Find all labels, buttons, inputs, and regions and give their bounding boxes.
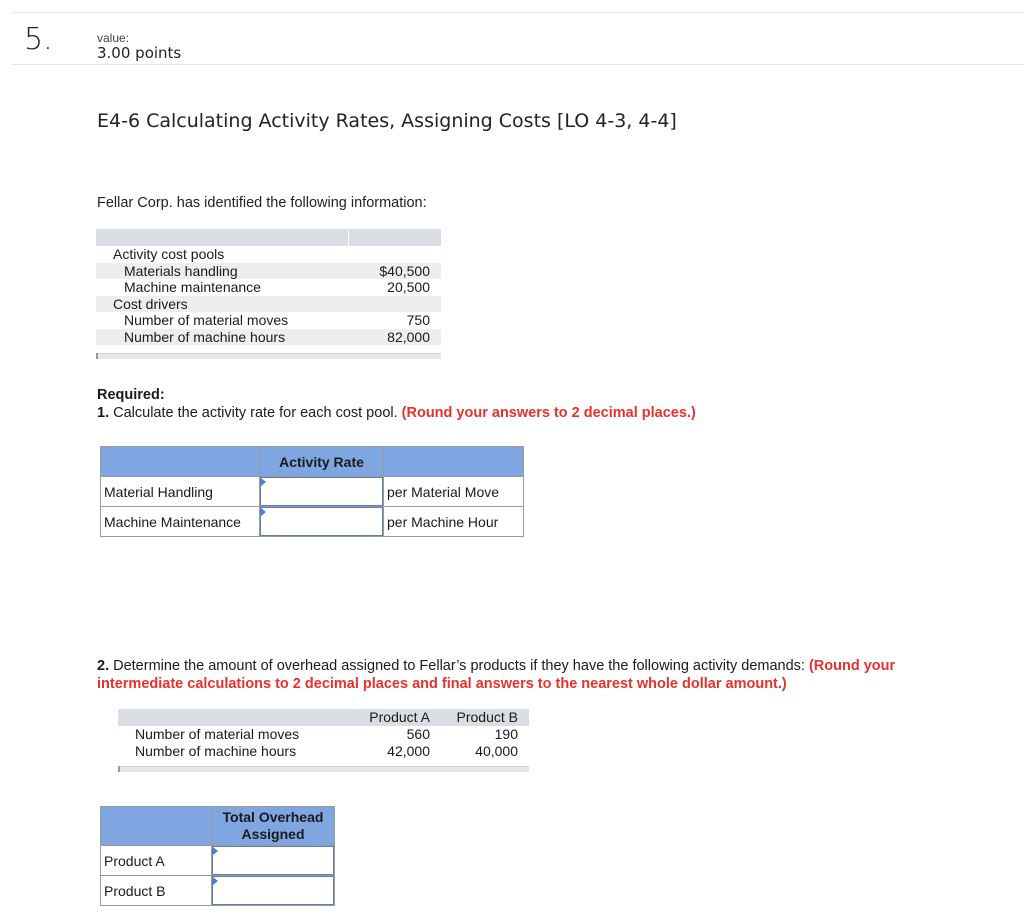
overhead-header-blank — [101, 807, 212, 846]
activity-rate-header-row — [101, 447, 524, 477]
product-a-overhead-input[interactable] — [212, 846, 334, 875]
table-row — [118, 743, 529, 760]
part1-text: Calculate the activity rate for each cost pool. — [109, 405, 402, 421]
intro-text: Fellar Corp. has identified the following information: — [97, 195, 427, 211]
header-unit-cell — [384, 447, 524, 477]
demand-table-header — [118, 709, 529, 726]
table-row — [101, 507, 524, 537]
product-a-header: Product A — [369, 709, 430, 725]
part2-note: (Round your intermediate calculations to 2 decimal places and final answers to the nearest whole dollar amount.) — [97, 658, 896, 692]
demand-material-moves-a: 560 — [406, 726, 430, 742]
demand-table — [118, 709, 529, 775]
product-b-header: Product B — [456, 709, 518, 725]
demand-material-moves-b: 190 — [494, 726, 518, 742]
info-row-machine-maintenance — [96, 279, 441, 296]
problem-title: E4-6 Calculating Activity Rates, Assigning Costs [LO 4-3, 4-4] — [97, 110, 677, 132]
demand-table-footer — [118, 766, 529, 772]
info-row-drivers-heading — [96, 296, 441, 313]
machine-maintenance-label: Machine Maintenance — [101, 507, 260, 537]
overhead-table — [100, 806, 335, 906]
header-divider — [12, 64, 1024, 65]
table-row — [101, 876, 335, 906]
part2-text: Determine the amount of overhead assigned to Fellar’s products if they have the following activity demands: — [109, 658, 809, 674]
part1-instruction — [97, 405, 696, 421]
machine-maintenance-rate-input[interactable] — [260, 507, 383, 536]
activity-rate-header: Activity Rate — [260, 447, 384, 477]
table-row — [118, 726, 529, 743]
required-heading: Required: — [97, 387, 165, 403]
machine-maintenance-label: Machine maintenance — [124, 279, 261, 295]
product-b-overhead-input[interactable] — [212, 876, 334, 905]
demand-machine-hours-label: Number of machine hours — [135, 742, 297, 759]
info-row-machine-hours — [96, 329, 441, 346]
materials-handling-value: $40,500 — [379, 262, 430, 279]
header-blank-cell — [101, 447, 260, 477]
product-a-overhead-cell — [212, 846, 335, 876]
overhead-header — [212, 807, 335, 846]
materials-handling-label: Materials handling — [124, 262, 238, 279]
overhead-header-row — [101, 807, 335, 846]
info-row-materials-handling — [96, 263, 441, 280]
table-row — [101, 477, 524, 507]
material-moves-label: Number of material moves — [124, 312, 289, 328]
info-table-header — [96, 229, 441, 246]
overhead-header-line2: Assigned — [241, 826, 305, 842]
product-b-label: Product B — [101, 876, 212, 906]
value-points: 3.00 points — [97, 44, 182, 62]
question-number: 5. — [24, 22, 53, 57]
machine-maintenance-value: 20,500 — [387, 279, 430, 295]
material-handling-unit: per Material Move — [384, 477, 524, 507]
part2-instruction — [97, 657, 977, 693]
machine-hours-value: 82,000 — [387, 328, 430, 345]
demand-material-moves-label: Number of material moves — [135, 726, 300, 742]
info-row-material-moves — [96, 312, 441, 329]
table-row — [101, 846, 335, 876]
top-divider — [12, 12, 1024, 13]
material-handling-label: Material Handling — [101, 477, 260, 507]
value-label: value: — [97, 31, 130, 45]
overhead-header-line1: Total Overhead — [222, 809, 324, 825]
product-b-overhead-cell — [212, 876, 335, 906]
machine-maintenance-unit: per Machine Hour — [384, 507, 524, 537]
info-table-footer — [96, 353, 441, 359]
activity-rate-table — [100, 446, 524, 537]
machine-maintenance-rate-cell — [260, 507, 384, 537]
info-table — [96, 229, 441, 359]
drivers-heading: Cost drivers — [113, 295, 188, 312]
material-handling-rate-cell — [260, 477, 384, 507]
product-a-label: Product A — [101, 846, 212, 876]
info-row-pools-heading — [96, 246, 441, 263]
part1-note: (Round your answers to 2 decimal places.) — [401, 405, 696, 421]
pools-heading: Activity cost pools — [113, 246, 225, 262]
demand-machine-hours-a: 42,000 — [387, 742, 430, 759]
part2-number: 2. — [97, 658, 110, 674]
part1-number: 1. — [97, 405, 110, 421]
material-moves-value: 750 — [406, 312, 430, 328]
machine-hours-label: Number of machine hours — [124, 328, 286, 345]
material-handling-rate-input[interactable] — [260, 477, 383, 506]
demand-machine-hours-b: 40,000 — [475, 742, 518, 759]
